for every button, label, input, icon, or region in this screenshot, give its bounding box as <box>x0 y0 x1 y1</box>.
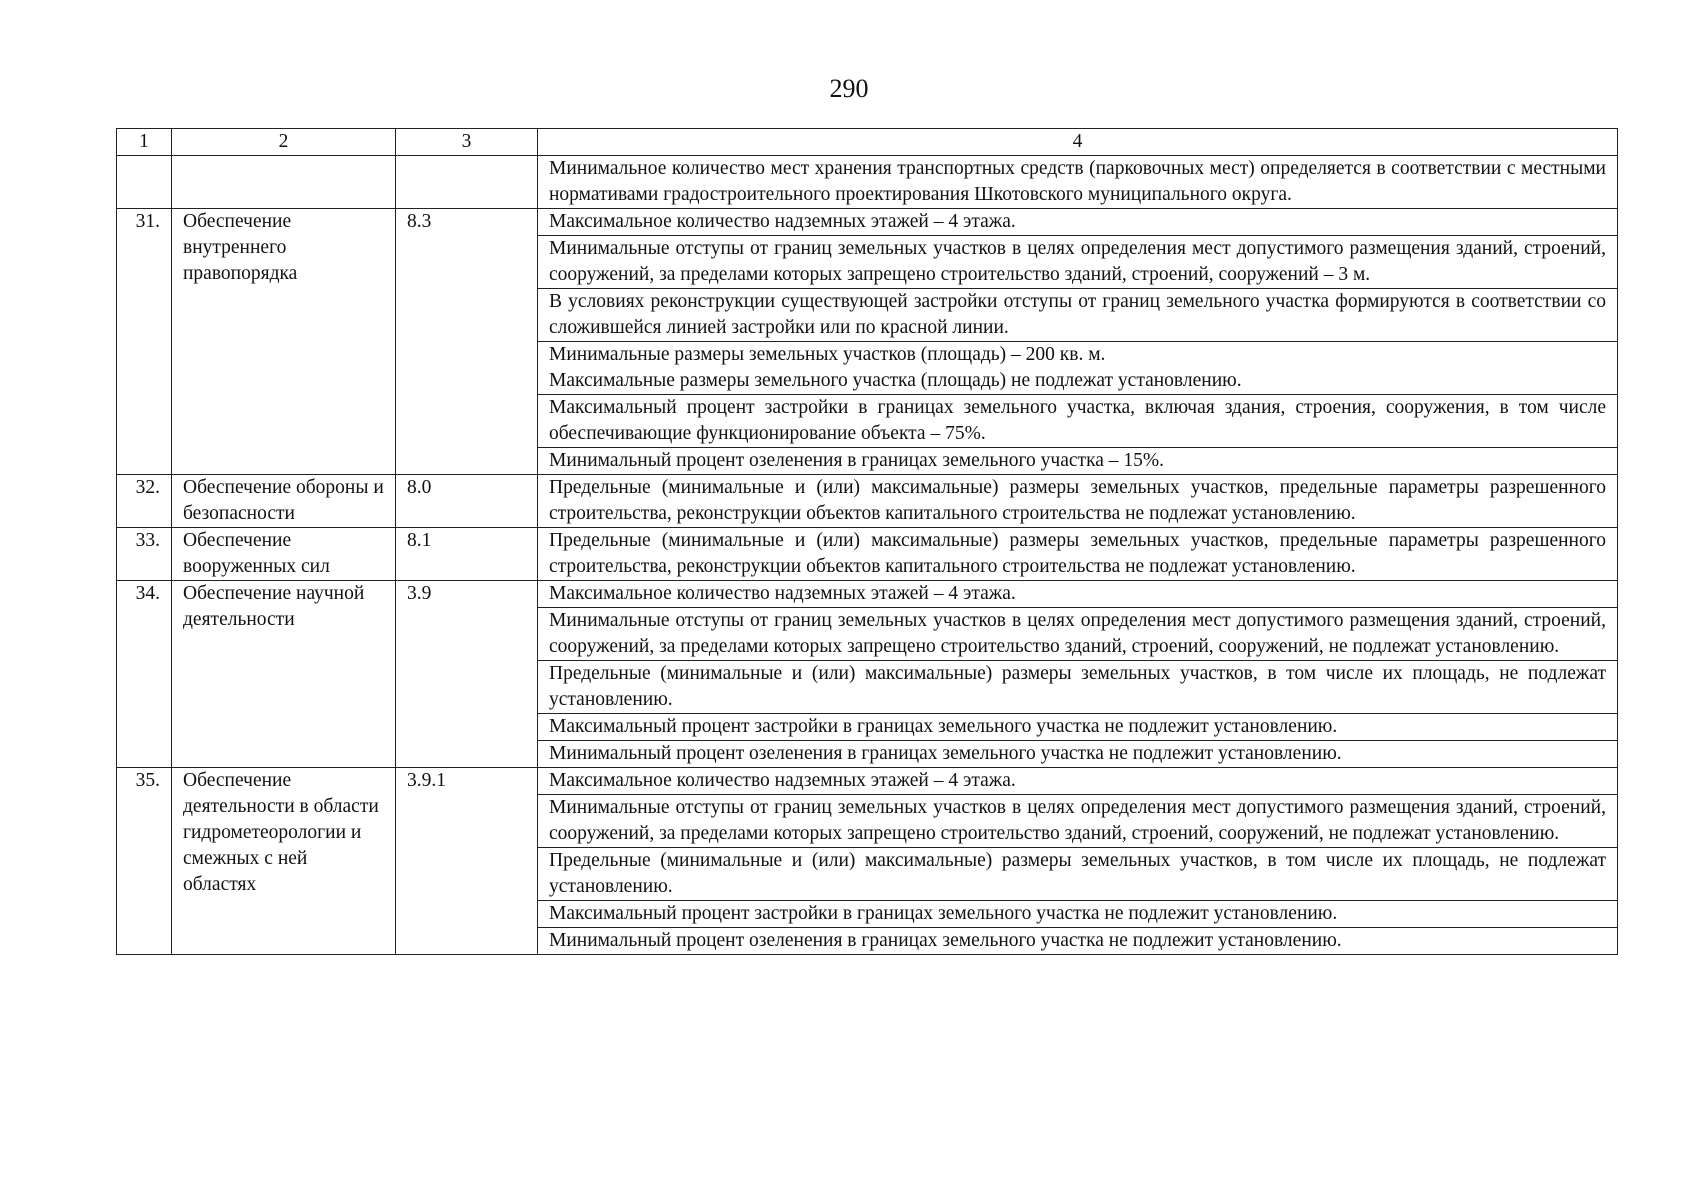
land-use-code: 8.0 <box>396 475 538 528</box>
parameter-cell: Максимальное количество надземных этажей – 4 этажа. <box>538 581 1618 608</box>
parameter-cell <box>538 342 1618 395</box>
empty-cell <box>396 156 538 209</box>
parameter-cell: Максимальное количество надземных этажей – 4 этажа. <box>538 768 1618 795</box>
parameter-cell: Предельные (минимальные и (или) максимальные) размеры земельных участков, предельные параметры разрешенного строительства, реконструкции объектов капитального строительства не подлежат установлению. <box>538 528 1618 581</box>
header-cell-4: 4 <box>538 129 1618 156</box>
land-use-code: 3.9 <box>396 581 538 768</box>
land-use-code: 8.3 <box>396 209 538 475</box>
empty-cell <box>117 156 172 209</box>
parameter-cell: Максимальное количество надземных этажей – 4 этажа. <box>538 209 1618 236</box>
parameter-line: Максимальные размеры земельного участка (площадь) не подлежат установлению. <box>549 370 1242 391</box>
parameter-cell: В условиях реконструкции существующей застройки отступы от границ земельного участка формируются в соответствии со сложившейся линией застройки или по красной линии. <box>538 289 1618 342</box>
parameter-cell: Минимальные отступы от границ земельных участков в целях определения мест допустимого размещения зданий, строений, сооружений, за пределами которых запрещено строительство зданий, строений, сооружений – 3 м. <box>538 236 1618 289</box>
land-use-name: Обеспечение обороны и безопасности <box>172 475 396 528</box>
parameter-line: Минимальные размеры земельных участков (площадь) – 200 кв. м. <box>549 344 1106 365</box>
land-use-code: 8.1 <box>396 528 538 581</box>
land-use-code: 3.9.1 <box>396 768 538 955</box>
continuation-parameter: Минимальное количество мест хранения транспортных средств (парковочных мест) определяется в соответствии с местными нормативами градостроительного проектирования Шкотовского муниципального округа. <box>538 156 1618 209</box>
land-use-name: Обеспечение внутреннего правопорядка <box>172 209 396 475</box>
row-number: 33. <box>117 528 172 581</box>
table-row <box>117 528 1618 581</box>
table-row <box>117 475 1618 528</box>
row-number: 34. <box>117 581 172 768</box>
table-row <box>117 581 1618 608</box>
table-row <box>117 768 1618 795</box>
parameter-cell: Предельные (минимальные и (или) максимальные) размеры земельных участков, предельные параметры разрешенного строительства, реконструкции объектов капитального строительства не подлежат установлению. <box>538 475 1618 528</box>
header-cell-2: 2 <box>172 129 396 156</box>
parameter-cell: Минимальный процент озеленения в границах земельного участка не подлежит установлению. <box>538 928 1618 955</box>
parameter-cell: Предельные (минимальные и (или) максимальные) размеры земельных участков, в том числе их площадь, не подлежат установлению. <box>538 661 1618 714</box>
row-number: 32. <box>117 475 172 528</box>
parameter-cell: Максимальный процент застройки в границах земельного участка не подлежит установлению. <box>538 901 1618 928</box>
parameter-cell: Минимальные отступы от границ земельных участков в целях определения мест допустимого размещения зданий, строений, сооружений, за пределами которых запрещено строительство зданий, строений, сооружений, не подлежат установлению. <box>538 608 1618 661</box>
table-row <box>117 209 1618 236</box>
parameter-cell: Минимальный процент озеленения в границах земельного участка – 15%. <box>538 448 1618 475</box>
header-cell-1: 1 <box>117 129 172 156</box>
row-number: 35. <box>117 768 172 955</box>
table-header-row <box>117 129 1618 156</box>
land-use-name: Обеспечение научной деятельности <box>172 581 396 768</box>
parameter-cell: Минимальные отступы от границ земельных участков в целях определения мест допустимого размещения зданий, строений, сооружений, за пределами которых запрещено строительство зданий, строений, сооружений, не подлежат установлению. <box>538 795 1618 848</box>
land-use-name: Обеспечение деятельности в области гидрометеорологии и смежных с ней областях <box>172 768 396 955</box>
parameter-cell: Минимальный процент озеленения в границах земельного участка не подлежит установлению. <box>538 741 1618 768</box>
parameter-cell: Максимальный процент застройки в границах земельного участка, включая здания, строения, сооружения, в том числе обеспечивающие функционирование объекта – 75%. <box>538 395 1618 448</box>
parameter-cell: Предельные (минимальные и (или) максимальные) размеры земельных участков, в том числе их площадь, не подлежат установлению. <box>538 848 1618 901</box>
header-cell-3: 3 <box>396 129 538 156</box>
zoning-parameters-table <box>116 128 1618 955</box>
row-number: 31. <box>117 209 172 475</box>
empty-cell <box>172 156 396 209</box>
parameter-cell: Максимальный процент застройки в границах земельного участка не подлежит установлению. <box>538 714 1618 741</box>
table-row-continuation <box>117 156 1618 209</box>
land-use-name: Обеспечение вооруженных сил <box>172 528 396 581</box>
page-number: 290 <box>829 74 869 103</box>
